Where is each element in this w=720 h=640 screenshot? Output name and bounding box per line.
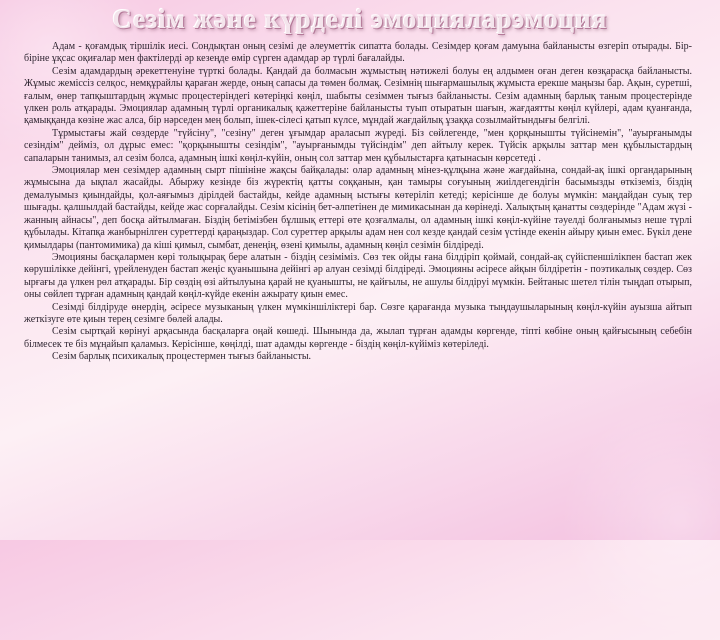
slide-title: Сезім және күрделі эмоцияларэмоция xyxy=(112,4,608,34)
paragraph: Адам - қоғамдық тіршілік иесі. Сондықтан оның сезімі де әлеуметтік сипатта болады. Сезімдер қоғам дамуына байланысты өзгеріп отырады. Бір-біріне ұқсас оқиғалар мен фактілерді әр кезеңде өмір сүрген адамдар әр түрлі бағалайды. xyxy=(24,41,692,65)
paragraph: Сезім сыртқай көрінуі арқасында басқаларға оңай көшеді. Шынында да, жылап тұрған адамды көргенде, тіпті көбіне оның қайғысының себебін білмесек те біз мұңайып қаламыз. Керісінше, көңілді, шат адамды көргенде - біздің көңіл-күйіміз көтеріледі. xyxy=(24,326,692,350)
paragraph: Эмоциялар мен сезімдер адамның сырт пішініне жақсы байқалады: олар адамның мінез-құлқына және жағдайына, сондай-ақ ішкі органдарының жұмысына да ықпал жасайды. Абыржу кезінде біз жүректің қатты соққанын, қан тамыры соғуының жиілдегендігін басымызды өткіземіз, біздің демалуымыз қиындайды, қол-аяғымыз дірілдей бастайды, кейде адамның ыстығы көтеріліп кетеді; керісінше де болуы мүмкін: маңдайдан суық тер шығады. қалшылдай бастайды, кейде жас сорғалайды. Сезім кісінің бет-әлпетінен де мимикасынан да көрінеді. Халықтың қанатты сөздерінде "Адам жүзі - жанның айнасы", деп босқа айтылмаған. Біздің бетімізбен бұлшық еттері өте қозғалмалы, ол адамның ішкі көңіл-күйіне тәуелді болғанымыз неше түрлі құбылады. Кітапқа жанбырнілген суреттерді қараңыздар. Сол суреттер арқылы адам нен сол кезде қандай сезім үстінде екенін айыру қиын емес. Бүкіл дене қимылдары (пантомимика) да кіші қимыл, сымбат, денеңің, өзені қимылы, адамның көңіл сезімін білдіреді. xyxy=(24,165,692,251)
paragraph: Сезімді білдіруде өнердің, әсіресе музыканың үлкен мүмкіншіліктері бар. Сөзге қарағанда музыка тыңдаушыларының көңіл-күйін ауызша айтып жеткізуге өте қиын терең сезімге бөлей алады. xyxy=(24,301,692,325)
paragraph: Тұрмыстағы жай сөздерде "түйсіну", "сезіну" деген ұғымдар араласып жүреді. Біз сөйлегенде, "мен қорқынышты түйсінемін", "ауырғанымды сезіндім" дейміз, ол дұрыс емес: "қорқынышты сезіндім", "ауырғанымды түйсіндім" деп айтылу керек. Түйсік арқылы заттар мен құбылыстардың сапаларын танимыз, ал сезім болса, адамның ішкі көңіл-күйін, оның сол заттар мен құбылыстарға қатынасын көрсетеді . xyxy=(24,127,692,164)
slide-body xyxy=(24,41,692,364)
paragraph: Эмоцияны басқалармен көрі толықырақ бере алатын - біздің сезіміміз. Сөз тек ойды ғана білдіріп қоймай, сондай-ақ сүйіспеншілікпен бастап жек көрушілікке дейінгі, үрейленуден бастап жеңіс қуанышына дейінгі әр алуан сезімді білдіреді. Эмоцияны әсіресе айқын білдіретін - поэтикалық сөздер. Сөз ырғағы да үлкен рөл атқарады. Бір сөздің өзі айтылуына қарай не қуанышты, не қайғылы, не ашулы білдіруі мүмкін. Бейтаныс шетел тілін тыңдап отырып, оны сөйлеп тұрған адамның қандай көңіл-күйде екенін ажырату қиын емес. xyxy=(24,251,692,301)
paragraph: Сезім адамдардың әрекеттенуіне түрткі болады. Қандай да болмасын жұмыстың нәтижелі болуы ең алдымен оған деген көзқарасқа байланысты. Жұмыс жеміссіз селқос, немқұрайлы қараған жерде, оның сапасы да төмен болмақ. Сезімнің шығармашылық жұмыста ерекше маңызы бар. Ақын, суретші, ғалым, өнер тапқыштардың жұмыс процестеріндегі көтеріңкі көңіл, шабыты сезіммен тығыз байланысты. Сезім адамның барлық таным процестерінде үлкен роль атқарады. Эмоциялар адамның түрлі органикалық қажеттеріне байланысты туып отыратын шағын, жағдаятты көңіл күйлері, адам қуанғанда, қамыққанда көзіне жас алса, бір нәрседен мең болып, ішек-сілесі қатып күлсе, мұндай жағдайлық ұзаққа созылмайтындығы белгілі. xyxy=(24,65,692,127)
paragraph: Сезім барлық психикалық процестермен тығыз байланысты. xyxy=(52,351,312,363)
background-glow-bottom-right xyxy=(560,400,720,640)
